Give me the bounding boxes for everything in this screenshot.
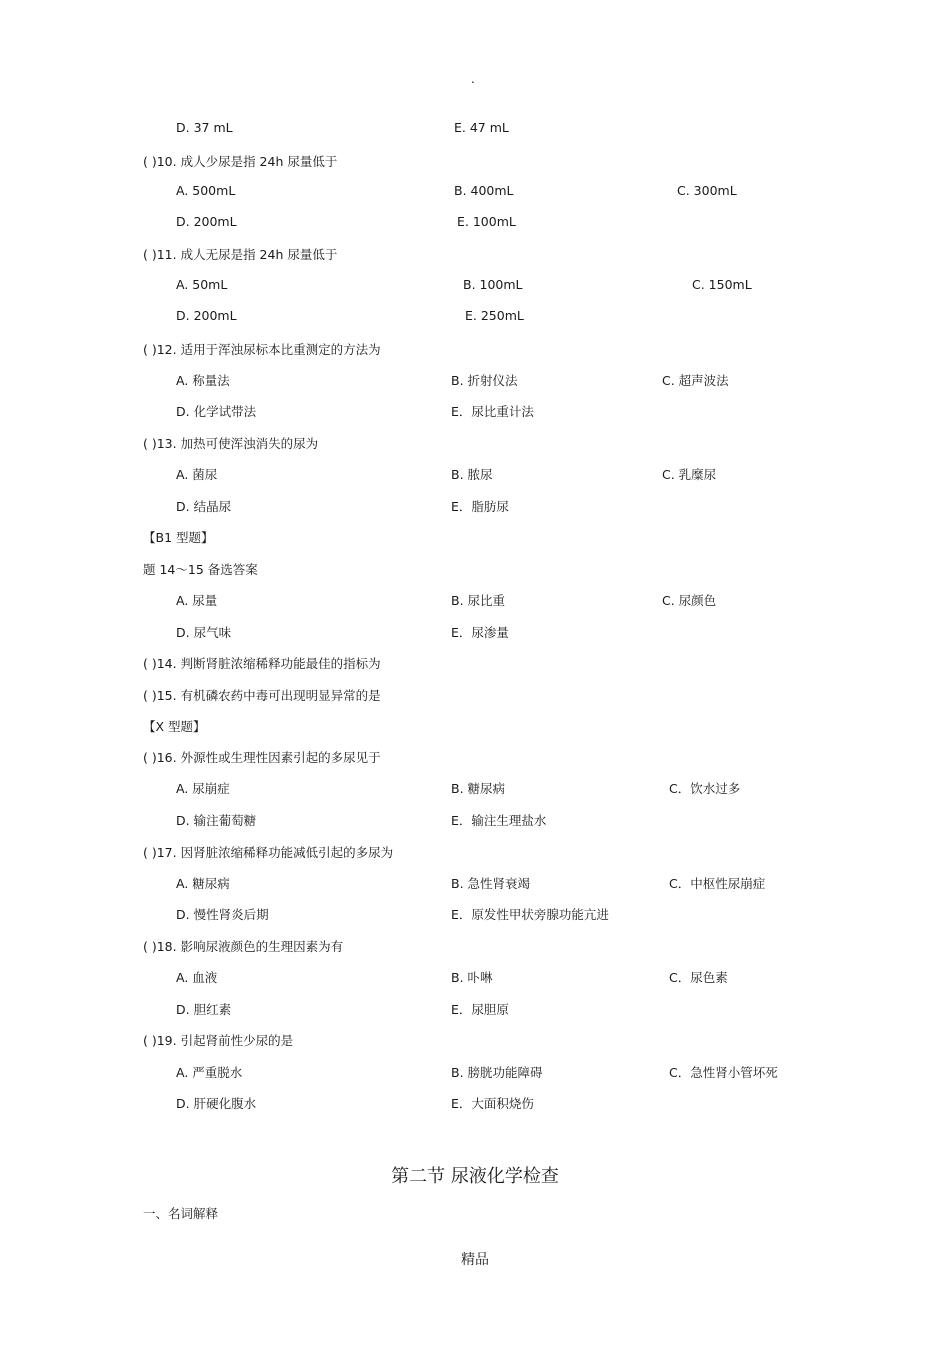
answer-option: A. 50mL bbox=[176, 277, 228, 292]
answer-option: D. 肝硬化腹水 bbox=[176, 1096, 257, 1111]
question-line: 题 14～15 备选答案 bbox=[143, 562, 258, 577]
answer-option: D. 200mL bbox=[176, 308, 237, 323]
answer-option: D. 37 mL bbox=[176, 120, 233, 135]
answer-option: C. 超声波法 bbox=[662, 373, 729, 388]
answer-option: B. 卟啉 bbox=[451, 970, 493, 985]
answer-option: C．中枢性尿崩症 bbox=[669, 876, 766, 891]
answer-option: E．尿比重计法 bbox=[451, 404, 534, 419]
question-line: ( )15. 有机磷农药中毒可出现明显异常的是 bbox=[143, 688, 381, 703]
answer-option: B. 急性肾衰竭 bbox=[451, 876, 531, 891]
answer-option: C．急性肾小管坏死 bbox=[669, 1065, 778, 1080]
subheading: 一、名词解释 bbox=[143, 1206, 219, 1221]
answer-option: A. 500mL bbox=[176, 183, 236, 198]
question-line: ( )16. 外源性或生理性因素引起的多尿见于 bbox=[143, 750, 381, 765]
answer-option: A. 尿量 bbox=[176, 593, 218, 608]
answer-option: A. 严重脱水 bbox=[176, 1065, 243, 1080]
question-line: ( )10. 成人少尿是指 24h 尿量低于 bbox=[143, 154, 338, 169]
answer-option: E．脂肪尿 bbox=[451, 499, 509, 514]
answer-option: E．尿渗量 bbox=[451, 625, 509, 640]
question-line: ( )13. 加热可使浑浊消失的尿为 bbox=[143, 436, 319, 451]
question-line: ( )18. 影响尿液颜色的生理因素为有 bbox=[143, 939, 344, 954]
question-line: ( )12. 适用于浑浊尿标本比重测定的方法为 bbox=[143, 342, 381, 357]
answer-option: E. 47 mL bbox=[454, 120, 509, 135]
answer-option: C. 150mL bbox=[692, 277, 752, 292]
answer-option: C. 300mL bbox=[677, 183, 737, 198]
answer-option: E．尿胆原 bbox=[451, 1002, 509, 1017]
answer-option: C．尿色素 bbox=[669, 970, 728, 985]
answer-option: C．饮水过多 bbox=[669, 781, 741, 796]
answer-option: B. 脓尿 bbox=[451, 467, 493, 482]
answer-option: E. 250mL bbox=[465, 308, 524, 323]
answer-option: B. 糖尿病 bbox=[451, 781, 506, 796]
answer-option: B. 膀胱功能障碍 bbox=[451, 1065, 543, 1080]
answer-option: B. 100mL bbox=[463, 277, 523, 292]
answer-option: A. 糖尿病 bbox=[176, 876, 230, 891]
header-mark: . bbox=[471, 72, 475, 86]
answer-option: D. 慢性肾炎后期 bbox=[176, 907, 269, 922]
question-line: 【B1 型题】 bbox=[143, 530, 214, 545]
answer-option: D. 化学试带法 bbox=[176, 404, 257, 419]
answer-option: B. 400mL bbox=[454, 183, 514, 198]
question-line: ( )11. 成人无尿是指 24h 尿量低于 bbox=[143, 247, 338, 262]
answer-option: B. 折射仪法 bbox=[451, 373, 518, 388]
answer-option: A. 尿崩症 bbox=[176, 781, 230, 796]
answer-option: D. 200mL bbox=[176, 214, 237, 229]
answer-option: A. 血液 bbox=[176, 970, 218, 985]
answer-option: E．大面积烧伤 bbox=[451, 1096, 534, 1111]
answer-option: E．输注生理盐水 bbox=[451, 813, 547, 828]
answer-option: E．原发性甲状旁腺功能亢进 bbox=[451, 907, 609, 922]
question-line: 【X 型题】 bbox=[143, 719, 206, 734]
answer-option: E. 100mL bbox=[457, 214, 516, 229]
footer: 精品 bbox=[461, 1252, 489, 1268]
answer-option: A. 称量法 bbox=[176, 373, 230, 388]
question-line: ( )17. 因肾脏浓缩稀释功能减低引起的多尿为 bbox=[143, 845, 394, 860]
question-line: ( )14. 判断肾脏浓缩稀释功能最佳的指标为 bbox=[143, 656, 381, 671]
answer-option: A. 菌尿 bbox=[176, 467, 218, 482]
answer-option: D. 结晶尿 bbox=[176, 499, 232, 514]
section-title: 第二节 尿液化学检查 bbox=[391, 1166, 559, 1187]
answer-option: D. 输注葡萄糖 bbox=[176, 813, 257, 828]
answer-option: D. 尿气味 bbox=[176, 625, 232, 640]
answer-option: C. 乳糜尿 bbox=[662, 467, 717, 482]
question-line: ( )19. 引起肾前性少尿的是 bbox=[143, 1033, 294, 1048]
answer-option: C. 尿颜色 bbox=[662, 593, 717, 608]
answer-option: B. 尿比重 bbox=[451, 593, 506, 608]
answer-option: D. 胆红素 bbox=[176, 1002, 232, 1017]
